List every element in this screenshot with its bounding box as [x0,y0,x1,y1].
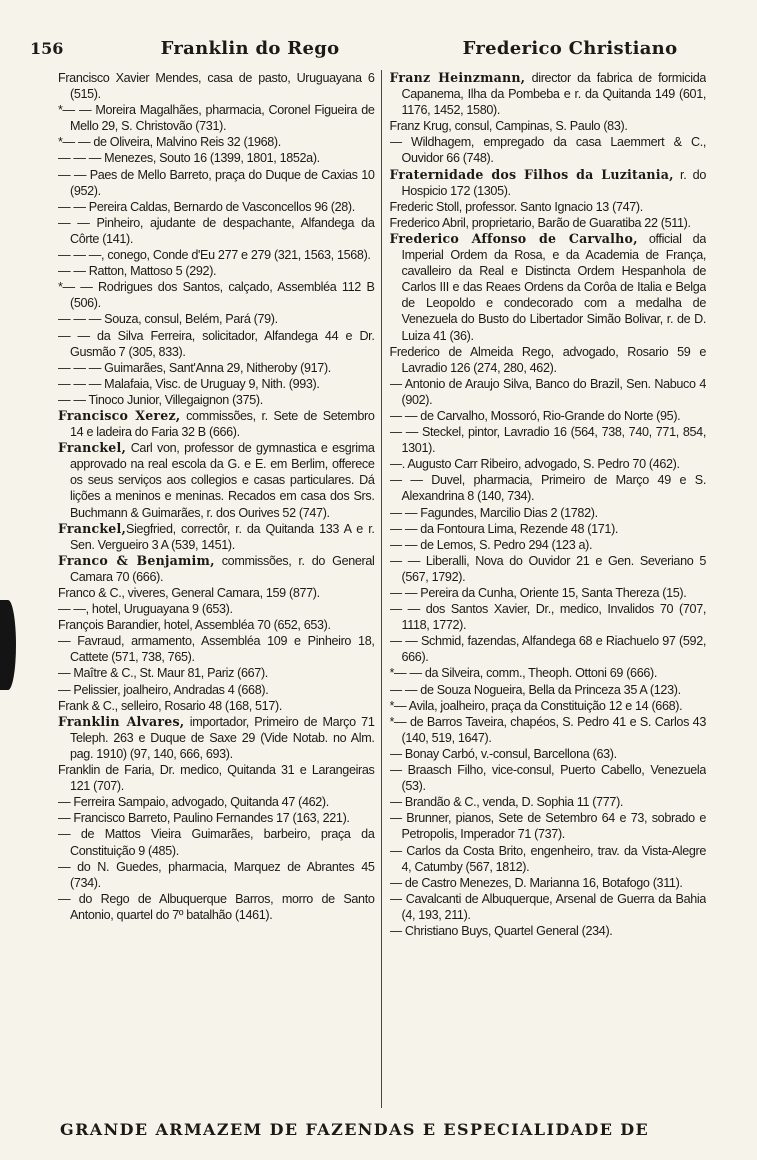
directory-entry [58,263,375,279]
binding-mark [0,600,16,690]
directory-entry [390,408,707,424]
directory-entry [390,231,707,344]
entry-heading: Frederico Affonso de Carvalho, [389,230,638,246]
directory-entry [58,247,375,263]
directory-entry [58,698,375,714]
directory-entry [58,440,375,520]
entry-text: *— de Barros Taveira, chapéos, S. Pedro 41 e S. Carlos 43 (140, 519, 1647). [389,714,706,745]
directory-entry [390,746,707,762]
directory-entry [58,102,375,134]
entry-text: *— Avila, joalheiro, praça da Constituição 12 e 14 (668). [389,698,683,713]
directory-entry [390,633,707,665]
running-header [30,38,730,64]
directory-entry [390,810,707,842]
entry-text: — — — Guimarães, Sant'Anna 29, Nitheroby (917). [58,360,331,375]
directory-entry [58,714,375,762]
left-column [58,70,382,1108]
directory-entry [390,472,707,504]
entry-text: — Wildhagem, empregado da casa Laemmert & C., Ouvidor 66 (748). [389,135,706,166]
entry-text: Carl von, professor de gymnastica e esgrima approvado na real escola da G. e E. em Berlim, offerece os seus serviços aos collegios e casas particulares. Dá lições a meninos e meninas. Recados em casa dos Srs. Buchmann & Guimarães, r. dos Ourives 52 (747). [70,441,375,520]
entry-text: — de Mattos Vieira Guimarães, barbeiro, praça da Constituição 9 (485). [58,827,375,858]
directory-entry [390,553,707,585]
entry-heading: Francisco Xerez, [58,407,181,423]
directory-entry [390,698,707,714]
entry-text: — Braasch Filho, vice-consul, Puerto Cabello, Venezuela (53). [389,763,706,794]
directory-entry [58,762,375,794]
entry-text: — — — Malafaia, Visc. de Uruguay 9, Nith. (993). [58,376,320,391]
directory-entry [390,794,707,810]
directory-entry [390,70,707,118]
entry-text: — Antonio de Araujo Silva, Banco do Brazil, Sen. Nabuco 4 (902). [389,376,706,407]
entry-heading: Franckel, [58,520,127,536]
entry-text: — — Fagundes, Marcilio Dias 2 (1782). [389,505,598,520]
entry-text: — Carlos da Costa Brito, engenheiro, trav. da Vista-Alegre 4, Catumby (567, 1812). [389,843,706,874]
page-number: 156 [30,39,64,58]
directory-entry [390,376,707,408]
directory-entry [58,665,375,681]
entry-text: — — Schmid, fazendas, Alfandega 68 e Riachuelo 97 (592, 666). [389,634,706,665]
directory-columns [58,70,706,1108]
directory-entry [58,150,375,166]
entry-text: — Francisco Barreto, Paulino Fernandes 17 (163, 221). [58,811,350,826]
directory-entry [390,665,707,681]
directory-entry [58,392,375,408]
directory-entry [58,360,375,376]
directory-entry [390,923,707,939]
directory-entry [58,617,375,633]
entry-text: — Maître & C., St. Maur 81, Pariz (667). [58,666,268,681]
entry-text: Frank & C., selleiro, Rosario 48 (168, 517). [58,698,282,713]
entry-text: — — Tinoco Junior, Villegaignon (375). [58,392,263,407]
entry-text: — — Duvel, pharmacia, Primeiro de Março 49 e S. Alexandrina 8 (140, 734). [389,473,706,504]
directory-entry [58,311,375,327]
directory-entry [390,505,707,521]
directory-entry [390,762,707,794]
header-right-title: Frederico Christiano [462,38,678,59]
entry-text: — — Pereira da Cunha, Oriente 15, Santa Thereza (15). [389,586,687,600]
directory-entry [58,585,375,601]
directory-entry [58,633,375,665]
entry-text: — de Castro Menezes, D. Marianna 16, Botafogo (311). [389,875,683,890]
directory-entry [58,376,375,392]
entry-text: Franklin de Faria, Dr. medico, Quitanda 31 e Larangeiras 121 (707). [58,763,375,794]
directory-entry [390,134,707,166]
entry-text: Francisco Xavier Mendes, casa de pasto, Uruguayana 6 (515). [58,71,375,102]
directory-entry [58,826,375,858]
entry-heading: Franklin Alvares, [58,713,185,729]
directory-entry [390,682,707,698]
directory-entry [58,810,375,826]
entry-text: Frederico Abril, proprietario, Barão de Guaratiba 22 (511). [389,215,691,230]
entry-text: official da Imperial Ordem da Rosa, e da Academia de França, cavalleiro da Real e Distincta Ordem Hespanhola de Carlos III e das Reaes Ordens da Corôa de Italia e Belga de Leopoldo e condecorado com a medalha de Venezuela do Busto do Libertador Simão Bolivar, r. de D. Luiza 41 (36). [401,231,706,343]
entry-text: Franco & C., viveres, General Camara, 159 (877). [58,586,320,600]
entry-text: importador, Primeiro de Março 71 Teleph. 263 e Duque de Saxe 29 (Vide Notab. no Alm. pag. 1910) (97, 140, 666, 693). [70,714,375,761]
directory-entry [58,682,375,698]
directory-entry [390,521,707,537]
entry-heading: Franz Heinzmann, [389,70,526,85]
directory-entry [58,167,375,199]
entry-text: — — Ratton, Mattoso 5 (292). [58,264,217,279]
entry-text: — — Steckel, pintor, Lavradio 16 (564, 738, 740, 771, 854, 1301). [389,425,706,456]
entry-heading: Franckel, [58,440,127,456]
directory-entry [390,456,707,472]
directory-entry [58,521,375,553]
right-column [390,70,707,1108]
directory-entry [390,118,707,134]
directory-entry [390,714,707,746]
entry-text: — Cavalcanti de Albuquerque, Arsenal de Guerra da Bahia (4, 193, 211). [389,891,706,922]
entry-text: *— — da Silveira, comm., Theoph. Ottoni 69 (666). [389,666,658,681]
directory-entry [58,601,375,617]
entry-text: — — da Silva Ferreira, solicitador, Alfandega 44 e Dr. Gusmão 7 (305, 833). [58,328,375,359]
entry-text: commissões, r. do General Camara 70 (666). [70,553,375,584]
directory-entry [58,794,375,810]
directory-entry [58,891,375,923]
entry-text: — — Pereira Caldas, Bernardo de Vasconcellos 96 (28). [58,199,355,214]
entry-text: — Brandão & C., venda, D. Sophia 11 (777). [389,795,624,810]
directory-entry [390,537,707,553]
entry-text: —. Augusto Carr Ribeiro, advogado, S. Pedro 70 (462). [389,457,680,472]
header-left-title: Franklin do Rego [160,38,340,59]
entry-text: — — Pinheiro, ajudante de despachante, Alfandega da Côrte (141). [58,215,375,246]
entry-text: *— — Moreira Magalhães, pharmacia, Coronel Figueira de Mello 29, S. Christovão (731). [58,103,375,134]
entry-text: — Pelissier, joalheiro, Andradas 4 (668). [58,682,269,697]
entry-text: — do Rego de Albuquerque Barros, morro de Santo Antonio, quartel do 7º batalhão (1461). [58,891,375,922]
directory-entry [390,843,707,875]
entry-text: — — Liberalli, Nova do Ouvidor 21 e Gen. Severiano 5 (567, 1792). [389,553,706,584]
entry-text: François Barandier, hotel, Assembléa 70 (652, 653). [58,618,331,633]
entry-text: Frederico de Almeida Rego, advogado, Rosario 59 e Lavradio 126 (274, 280, 462). [389,344,706,375]
directory-entry [390,875,707,891]
entry-heading: Fraternidade dos Filhos da Luzitania, [389,166,674,182]
entry-text: Siegfried, correctôr, r. da Quitanda 133 A e r. Sen. Vergueiro 3 A (539, 1451). [70,521,375,552]
entry-text: *— — de Oliveira, Malvino Reis 32 (1968). [58,135,281,150]
entry-text: director da fabrica de formicida Capanema, Ilha da Pombeba e r. da Quitanda 149 (601, 1176, 1452, 1580). [401,71,706,118]
entry-text: — Brunner, pianos, Sete de Setembro 64 e 73, sobrado e Petropolis, Imperador 71 (737). [389,811,706,842]
directory-entry [58,134,375,150]
directory-entry [390,891,707,923]
directory-entry [58,199,375,215]
entry-text: *— — Rodrigues dos Santos, calçado, Assembléa 112 B (506). [58,280,375,311]
directory-entry [390,585,707,601]
entry-text: Frederic Stoll, professor. Santo Ignacio 13 (747). [389,199,643,214]
entry-text: — — — Souza, consul, Belém, Pará (79). [58,312,278,327]
entry-text: — — de Souza Nogueira, Bella da Princeza 35 A (123). [389,682,681,697]
entry-text: — —, hotel, Uruguayana 9 (653). [58,602,233,617]
entry-text: — do N. Guedes, pharmacia, Marquez de Abrantes 45 (734). [58,859,375,890]
footer-advertisement: GRANDE ARMAZEM DE FAZENDAS E ESPECIALIDADE DE [60,1120,650,1139]
directory-entry [58,408,375,440]
entry-text: — Favraud, armamento, Assembléa 109 e Pinheiro 18, Cattete (571, 738, 765). [58,634,375,665]
directory-entry [390,601,707,633]
directory-entry [390,215,707,231]
entry-text: — — da Fontoura Lima, Rezende 48 (171). [389,521,619,536]
directory-entry [58,328,375,360]
entry-text: — — —, conego, Conde d'Eu 277 e 279 (321, 1563, 1568). [58,248,371,263]
entry-text: — — de Lemos, S. Pedro 294 (123 a). [389,537,593,552]
entry-text: r. do Hospicio 172 (1305). [401,167,706,198]
directory-entry [390,344,707,376]
entry-text: — — de Carvalho, Mossoró, Rio-Grande do Norte (95). [389,408,681,423]
entry-text: — Christiano Buys, Quartel General (234). [389,923,613,938]
entry-text: — Bonay Carbó, v.-consul, Barcellona (63). [389,746,617,761]
directory-entry [58,215,375,247]
entry-text: — — Paes de Mello Barreto, praça do Duque de Caxias 10 (952). [58,167,375,198]
entry-text: — Ferreira Sampaio, advogado, Quitanda 47 (462). [58,795,329,810]
directory-entry [390,424,707,456]
entry-text: — — — Menezes, Souto 16 (1399, 1801, 1852a). [58,151,320,166]
directory-entry [390,199,707,215]
directory-entry [390,167,707,199]
entry-text: — — dos Santos Xavier, Dr., medico, Invalidos 70 (707, 1118, 1772). [389,602,706,633]
directory-entry [58,279,375,311]
directory-entry [58,70,375,102]
entry-text: Franz Krug, consul, Campinas, S. Paulo (83). [389,119,628,134]
entry-heading: Franco & Benjamim, [58,552,215,568]
entry-text: commissões, r. Sete de Setembro 14 e ladeira do Faria 32 B (666). [70,408,375,440]
directory-entry [58,553,375,585]
directory-entry [58,859,375,891]
